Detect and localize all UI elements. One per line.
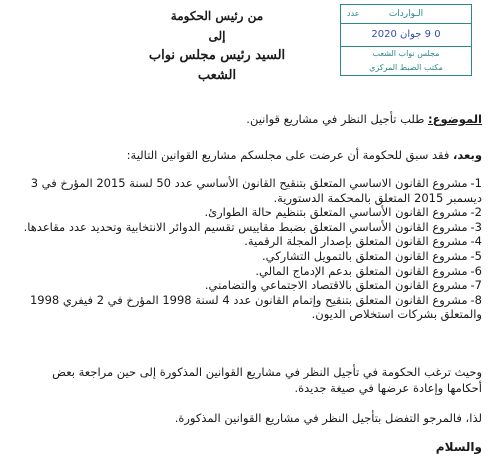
intro-label: وبعد، xyxy=(453,148,482,162)
list-item-number: 1- xyxy=(470,176,482,190)
intro-line xyxy=(127,148,482,162)
list-item xyxy=(18,234,482,249)
list-item xyxy=(18,264,482,279)
to-line: إلى xyxy=(208,29,226,43)
list-item-text: مشروع القانون المتعلق بالاقتصاد الاجتماعي والتضامني. xyxy=(204,278,468,293)
subject-label: الموضوع: xyxy=(428,112,482,126)
stamp-number: عدد xyxy=(347,9,360,18)
recipient-line: السيد رئيس مجلس نواب الشعب xyxy=(148,48,286,83)
stamp-title: الـواردات xyxy=(341,5,471,24)
list-item-number: 7- xyxy=(470,278,482,293)
received-stamp xyxy=(340,4,472,76)
list-item-text: مشروع القانون المتعلق بالتمويل التشاركي. xyxy=(261,248,468,263)
letter-header xyxy=(142,6,292,86)
bill-list xyxy=(18,176,482,322)
list-item xyxy=(18,205,482,220)
list-item xyxy=(18,220,482,235)
list-item-number: 3- xyxy=(470,219,482,234)
list-item-number: 8- xyxy=(470,292,482,307)
stamp-office xyxy=(341,47,471,75)
postponement-paragraph: وحيث ترغب الحكومة في تأجيل النظر في مشاريع القوانين المذكورة إلى حين مراجعة بعض أحكامها وإعادة عرضها في صيغة جديدة. xyxy=(52,365,482,395)
list-item-text: مشروع القانون الأساسي المتعلق بضبط مقاييس تقسيم الدوائر الانتخابية وتحديد عدد مقاعدها. xyxy=(23,219,468,234)
list-item-number: 4- xyxy=(470,234,482,249)
closing-salutation: والسلام xyxy=(435,440,482,454)
list-item-text: مشروع القانون المتعلق بتنقيح وإتمام القانون عدد 4 لسنة 1998 المؤرخ في 2 فيفري 1998 والمتعلق بشركات استخلاص الديون. xyxy=(29,292,482,322)
list-item xyxy=(18,293,482,322)
list-item-text: مشروع القانون المتعلق بإصدار المجلة الرقمية. xyxy=(244,234,468,249)
list-item-text: مشروع القانون الأساسي المتعلق بتنظيم حالة الطوارئ. xyxy=(204,205,468,220)
list-item-text: مشروع القانون المتعلق بدعم الإدماج المالي. xyxy=(255,263,468,278)
stamp-line-1: مجلس نواب الشعب xyxy=(372,49,440,58)
list-item-text: مشروع القانون الاساسي المتعلق بتنقيح القانون الأساسي عدد 50 لسنة 2015 المؤرخ في 3 ديسمبر 2015 المتعلق بالمحكمة الدستورية. xyxy=(30,176,482,205)
stamp-line-2: مكتب الضبط المركزي xyxy=(369,63,443,72)
subject-text: طلب تأجيل النظر في مشاريع قوانين. xyxy=(246,112,429,126)
list-item xyxy=(18,176,482,205)
list-item xyxy=(18,278,482,293)
list-item xyxy=(18,249,482,264)
intro-text: فقد سبق للحكومة أن عرضت على مجلسكم مشاريع القوانين التالية: xyxy=(126,148,454,162)
list-item-number: 6- xyxy=(470,263,482,278)
stamp-date: 0 9 جوان 2020 xyxy=(341,24,471,47)
subject-line xyxy=(246,112,482,126)
list-item-number: 5- xyxy=(470,248,482,263)
list-item-number: 2- xyxy=(470,205,482,220)
sender-line: من رئيس الحكومة xyxy=(170,9,264,23)
request-paragraph: لذا، فالمرجو التفضل بتأجيل النظر في مشاريع القوانين المذكورة. xyxy=(174,411,482,425)
